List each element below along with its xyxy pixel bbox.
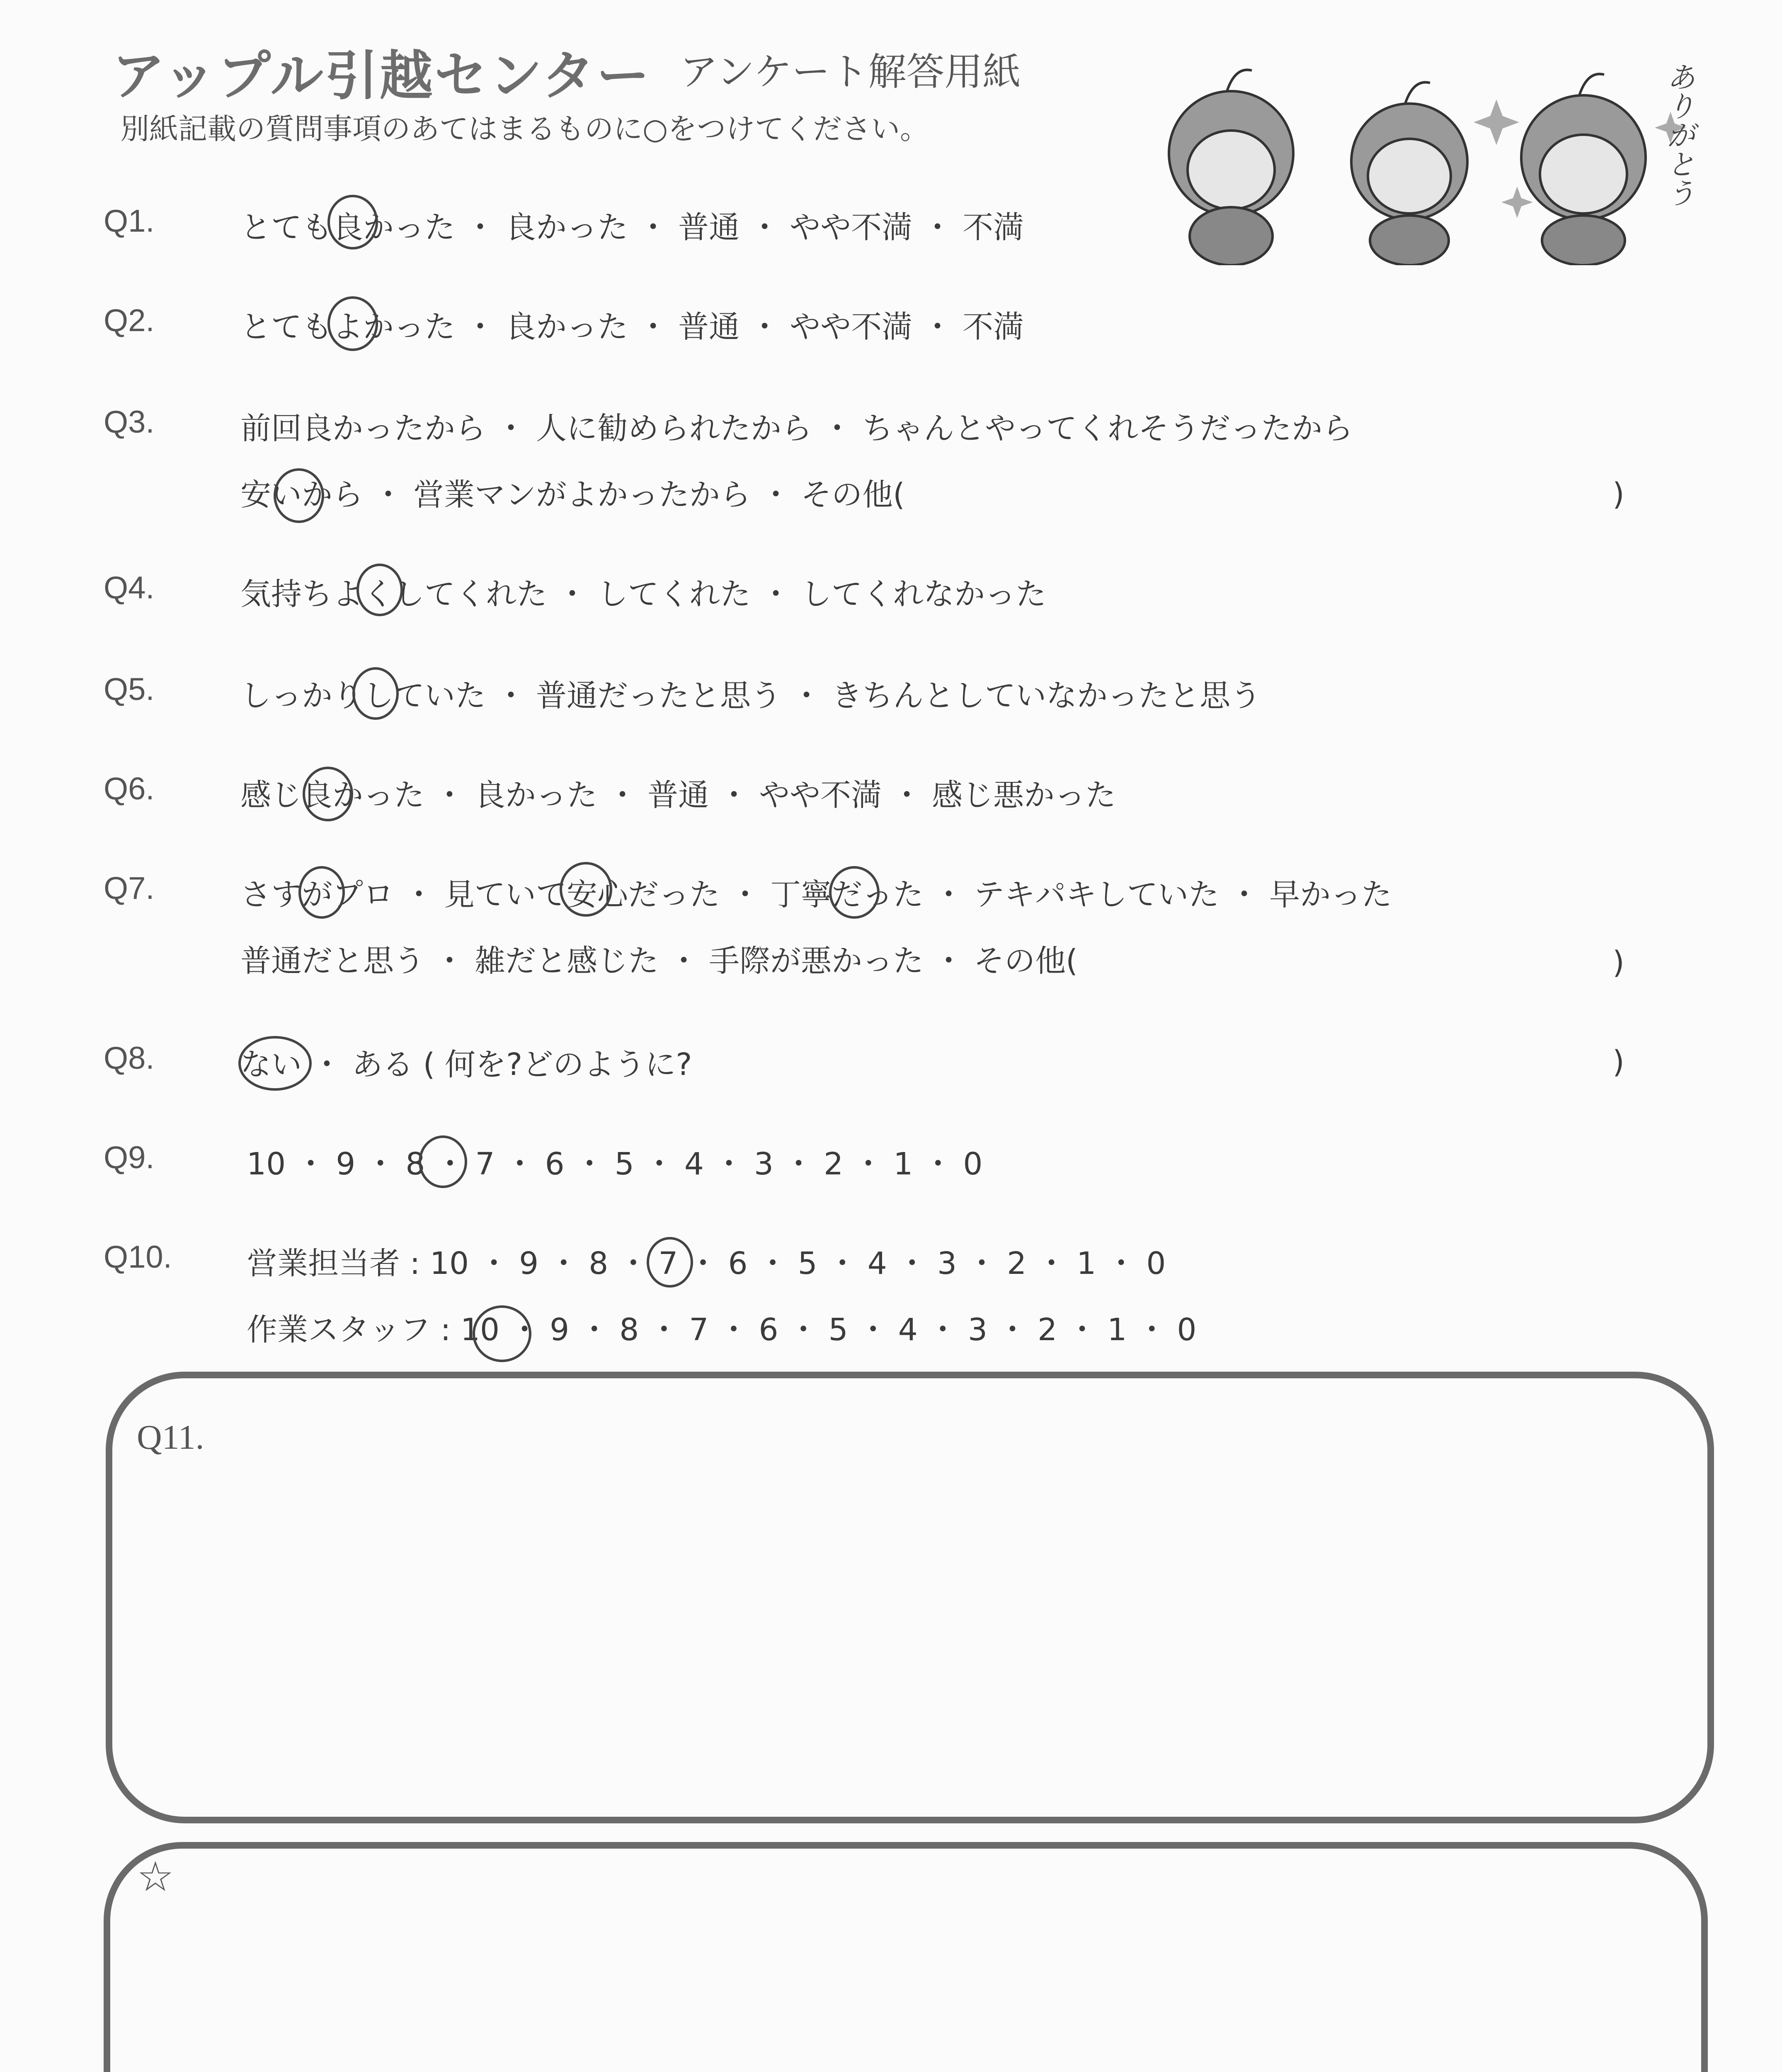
question-label: Q5. [104,672,155,707]
question-label: Q3. [104,404,155,440]
answer-circle-mark [647,1237,693,1288]
answer-circle-mark [419,1135,467,1188]
answer-circle-mark [303,767,353,821]
question-q3 [104,404,1679,513]
close-paren: ) [1612,477,1624,512]
question-options[interactable]: とても良かった ・ 良かった ・ 普通 ・ やや不満 ・ 不満 [240,210,1024,245]
answer-circle-mark [327,195,378,249]
answer-circle-mark [560,862,612,917]
mascot-thanks-text: ありがとう [1662,62,1696,207]
answer-circle-mark [356,564,403,616]
q11-label: Q11. [137,1418,204,1457]
answer-circle-mark [473,1305,531,1362]
answer-circle-mark [298,866,345,919]
question-label: Q6. [104,771,155,806]
question-options[interactable]: 気持ちよくしてくれた ・ してくれた ・ してくれなかった [240,576,1047,612]
star-comment-box[interactable] [104,1842,1708,2072]
form-instruction: 別紙記載の質問事項のあてはまるものに○をつけてください。 [120,112,929,146]
question-options[interactable]: 安いから ・ 営業マンがよかったから ・ その他( [240,477,905,513]
question-options[interactable]: しっかりしていた ・ 普通だったと思う ・ きちんとしていなかったと思う [240,678,1261,714]
question-label: Q8. [104,1041,155,1076]
answer-circle-mark [327,296,378,351]
form-subtitle: アンケート解答用紙 [680,50,1021,94]
question-label: Q7. [104,871,155,906]
question-label: Q2. [104,303,155,338]
question-options[interactable]: 10 ・ 9 ・ 8 ・ 7 ・ 6 ・ 5 ・ 4 ・ 3 ・ 2 ・ 1 ・ 0 [247,1146,983,1182]
question-label: Q1. [104,203,155,239]
question-options[interactable]: さすがプロ ・ 見ていて安心だった ・ 丁寧だった ・ テキパキしていた ・ 早かった [240,877,1392,913]
answer-circle-mark [238,1036,312,1091]
star-icon: ☆ [137,1852,174,1901]
answer-circle-mark [352,667,399,720]
question-label: Q4. [104,570,155,605]
question-options[interactable]: 感じ良かった ・ 良かった ・ 普通 ・ やや不満 ・ 感じ悪かった [240,777,1116,813]
close-paren: ) [1612,1044,1624,1080]
question-options[interactable]: 作業スタッフ : 10 ・ 9 ・ 8 ・ 7 ・ 6 ・ 5 ・ 4 ・ 3 ・ 2 ・ 1 ・ 0 [247,1312,1197,1348]
question-q5 [104,671,1679,717]
form-title: アップル引越センター [112,45,651,107]
question-options[interactable]: とてもよかった ・ 良かった ・ 普通 ・ やや不満 ・ 不満 [240,309,1024,345]
question-label: Q10. [104,1239,172,1275]
question-options[interactable]: 前回良かったから ・ 人に勧められたから ・ ちゃんとやってくれそうだったから [240,411,1353,446]
question-options[interactable]: ない ・ ある ( 何を?どのように? [240,1047,692,1082]
question-q4 [104,570,1679,615]
question-options[interactable]: 営業担当者 : 10 ・ 9 ・ 8 ・ 7 ・ 6 ・ 5 ・ 4 ・ 3 ・ 2 ・ 1 ・ 0 [247,1246,1166,1281]
answer-circle-mark [829,866,880,919]
question-q10 [104,1239,1679,1348]
q11-comment-box[interactable] [106,1372,1714,1823]
question-label: Q9. [104,1140,155,1175]
close-paren: ) [1612,945,1624,980]
question-q9 [104,1140,1679,1185]
answer-circle-mark [274,468,324,523]
question-options[interactable]: 普通だと思う ・ 雑だと感じた ・ 手際が悪かった ・ その他( [240,943,1078,979]
question-q8 [104,1040,1679,1086]
